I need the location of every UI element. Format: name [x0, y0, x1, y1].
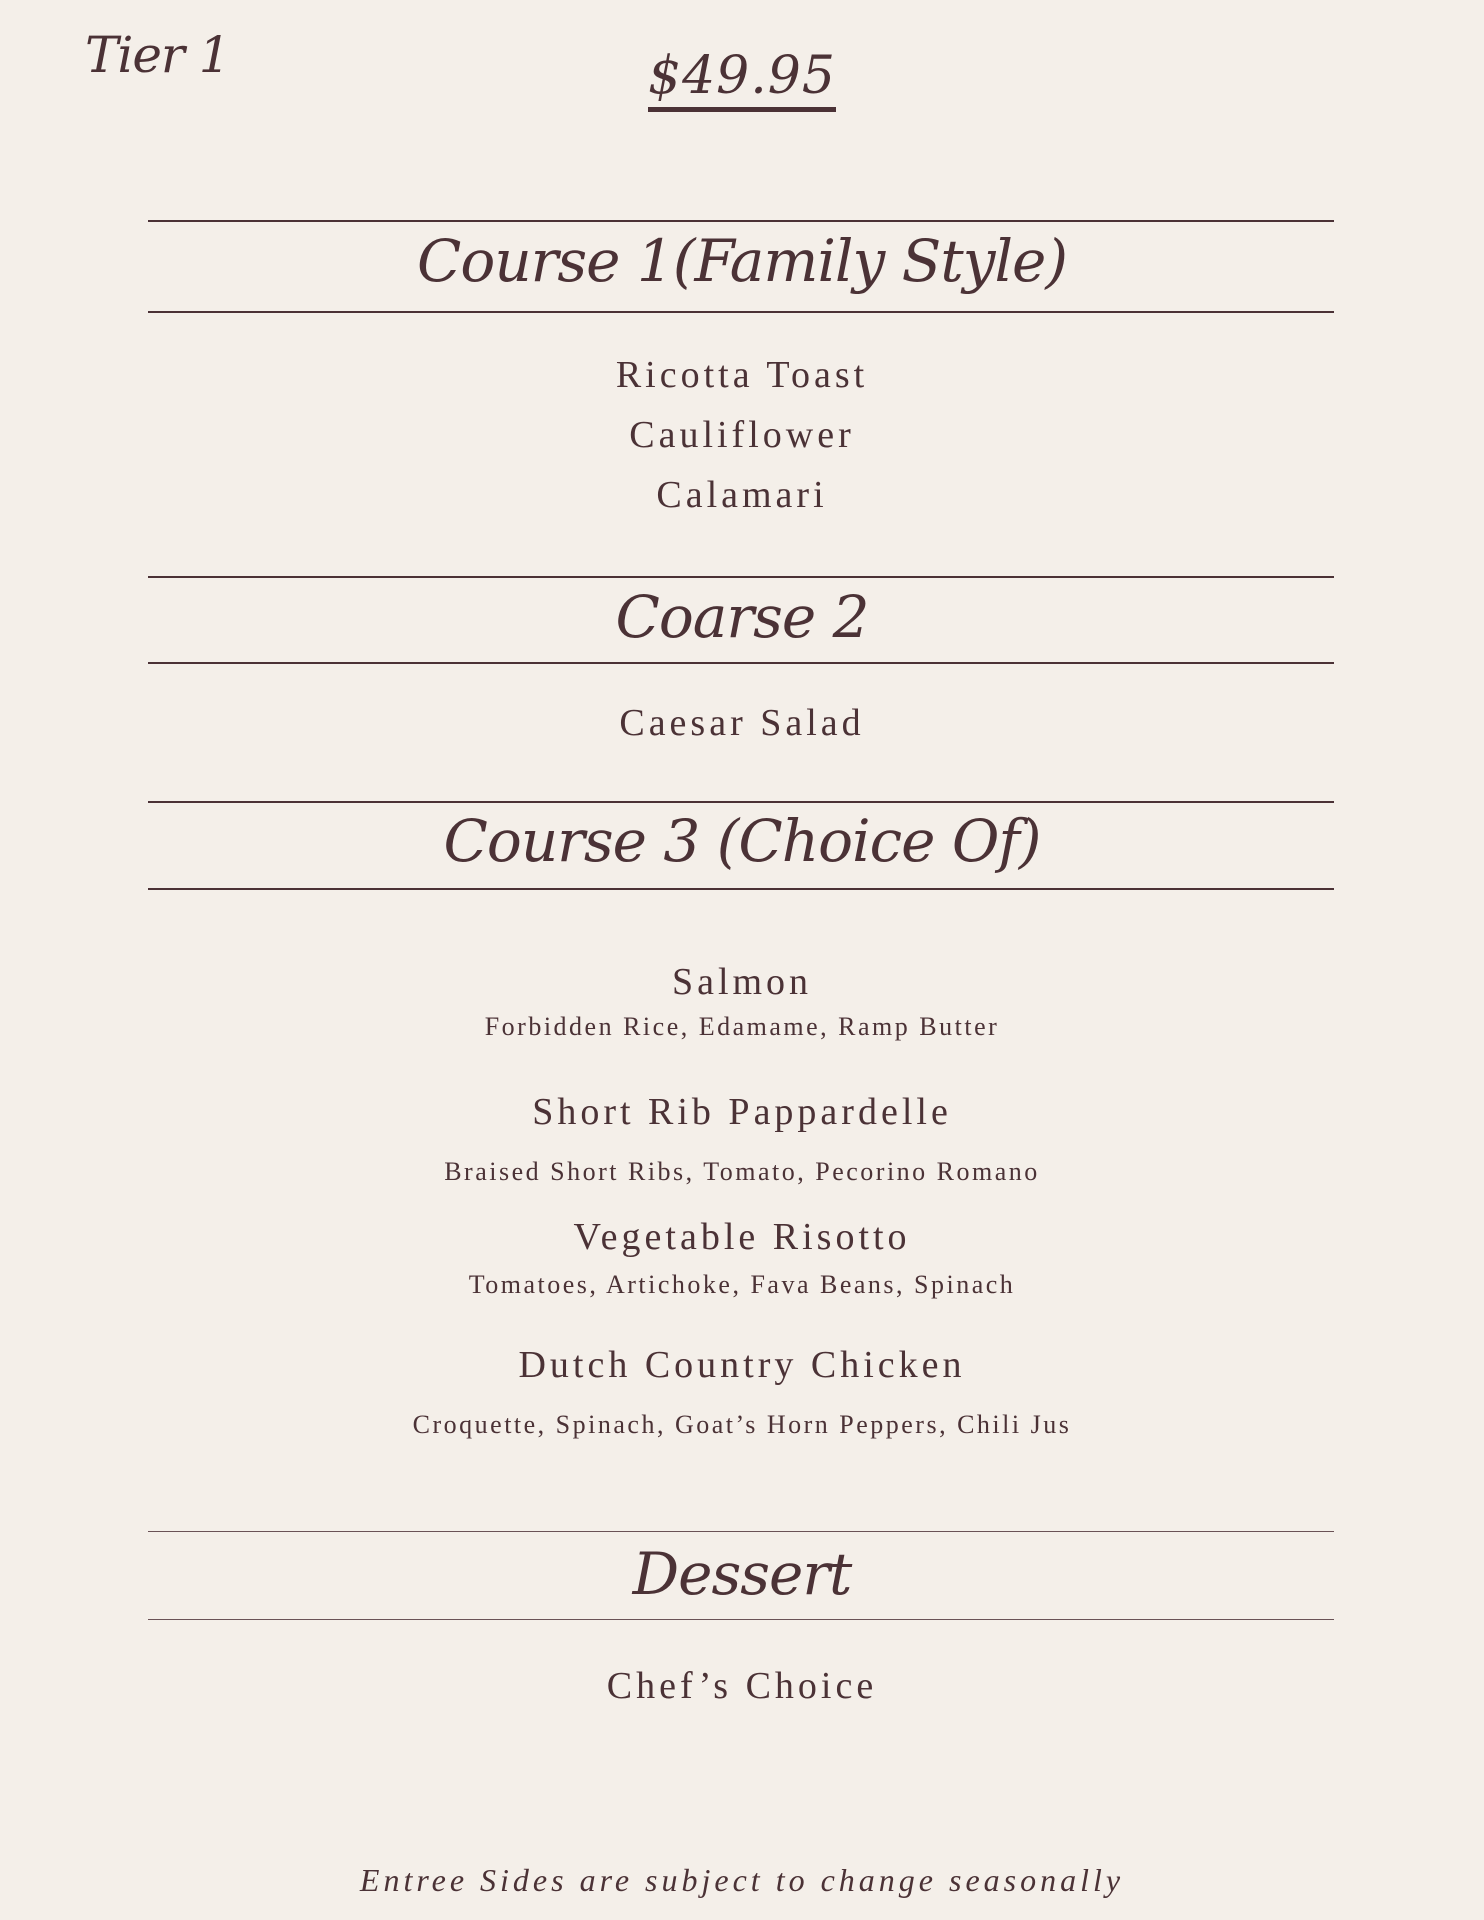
course-3-title: Course 3 (Choice Of) — [443, 807, 1041, 875]
tier-label: Tier 1 — [85, 26, 230, 84]
menu-item-name: Short Rib Pappardelle — [532, 1091, 952, 1133]
divider — [148, 1531, 1334, 1532]
course-2-title: Coarse 2 — [615, 583, 869, 651]
divider — [148, 576, 1334, 578]
divider — [148, 220, 1334, 222]
footer-note: Entree Sides are subject to change seasonally — [359, 1862, 1125, 1898]
menu-item: Calamari — [656, 474, 828, 516]
menu-item-description: Forbidden Rice, Edamame, Ramp Butter — [484, 1012, 1000, 1041]
menu-item-description: Braised Short Ribs, Tomato, Pecorino Romano — [444, 1157, 1040, 1186]
price-text: $49.95 — [648, 48, 836, 112]
menu-item: Caesar Salad — [619, 702, 865, 744]
dessert-title: Dessert — [632, 1540, 852, 1608]
menu-item-description: Tomatoes, Artichoke, Fava Beans, Spinach — [468, 1270, 1016, 1299]
menu-item: Cauliflower — [629, 414, 855, 456]
menu-item: Chef’s Choice — [606, 1665, 878, 1707]
menu-item: Ricotta Toast — [615, 354, 869, 396]
price — [0, 46, 1484, 112]
divider — [148, 662, 1334, 664]
divider — [148, 311, 1334, 313]
menu-item-name: Salmon — [671, 961, 813, 1003]
menu-item-name: Vegetable Risotto — [573, 1216, 911, 1258]
menu-item-description: Croquette, Spinach, Goat’s Horn Peppers, Chili Jus — [412, 1410, 1072, 1439]
divider — [148, 801, 1334, 803]
course-1-title: Course 1(Family Style) — [417, 227, 1067, 295]
divider — [148, 1619, 1334, 1620]
menu-item-name: Dutch Country Chicken — [518, 1344, 966, 1386]
divider — [148, 888, 1334, 890]
